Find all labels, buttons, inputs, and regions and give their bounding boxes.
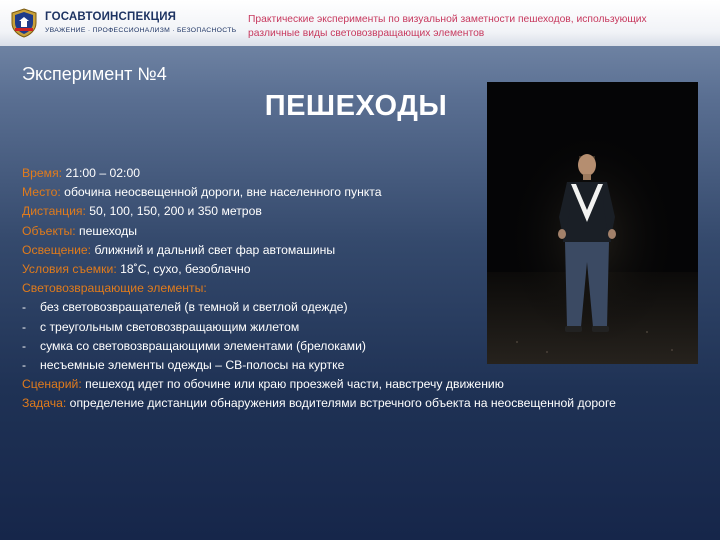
reflector-item: несъемные элементы одежды – СВ-полосы на куртке xyxy=(40,358,345,373)
place-value: обочина неосвещенной дороги, вне населенного пункта xyxy=(60,185,382,200)
reflector-item: сумка со световозвращающими элементами (брелоками) xyxy=(40,338,366,353)
time-value: 21:00 – 02:00 xyxy=(62,166,140,180)
bullet-marker: - xyxy=(22,300,27,315)
gibdd-emblem-icon xyxy=(10,8,38,38)
list-item xyxy=(22,318,702,337)
distance-value: 50, 100, 150, 200 и 350 метров xyxy=(85,204,262,219)
scenario-value: пешеход идет по обочине или краю проезжей части, навстречу движению xyxy=(81,377,504,392)
list-item xyxy=(22,298,702,317)
conditions-row xyxy=(22,260,702,279)
lighting-row xyxy=(22,241,702,260)
distance-label: Дистанция: xyxy=(22,204,86,219)
objects-label: Объекты: xyxy=(22,223,76,238)
place-row xyxy=(22,183,477,202)
header-caption: Практические эксперименты по визуальной заметности пешеходов, использующих различные виды световозвращающих элементов xyxy=(248,14,647,39)
distance-row xyxy=(22,202,702,221)
reflectors-heading-row xyxy=(22,279,702,298)
lighting-label: Освещение: xyxy=(22,242,92,257)
reflector-item: с треугольным световозвращающим жилетом xyxy=(40,319,300,334)
objects-value: пешеходы xyxy=(75,223,138,238)
conditions-label: Условия съемки: xyxy=(22,262,117,277)
task-row xyxy=(22,394,642,413)
list-item xyxy=(22,356,702,375)
logo-motto: УВАЖЕНИЕ · ПРОФЕССИОНАЛИЗМ · БЕЗОПАСНОСТЬ xyxy=(45,27,237,34)
place-label: Место: xyxy=(22,185,61,200)
conditions-value: 18˚С, сухо, безоблачно xyxy=(116,262,251,277)
experiment-title: Эксперимент №4 xyxy=(22,64,167,84)
scenario-label: Сценарий: xyxy=(22,377,82,392)
task-label: Задача: xyxy=(22,396,67,411)
bullet-marker: - xyxy=(22,338,27,353)
list-item xyxy=(22,337,702,356)
experiment-details xyxy=(22,164,702,414)
header-bar xyxy=(0,0,720,46)
reflector-item: без световозвращателей (в темной и светлой одежде) xyxy=(40,300,348,315)
bullet-marker: - xyxy=(22,319,27,334)
scenario-row xyxy=(22,375,702,394)
reflectors-label: Световозвращающие элементы: xyxy=(22,281,207,296)
time-label: Время: xyxy=(22,166,63,180)
objects-row xyxy=(22,222,702,241)
task-value: определение дистанции обнаружения водителями встречного объекта на неосвещенной дороге xyxy=(66,396,616,411)
bullet-marker: - xyxy=(22,358,27,373)
logo-title: ГОСАВТОИНСПЕКЦИЯ xyxy=(45,11,177,23)
time-row xyxy=(22,164,702,183)
page-title: ПЕШЕХОДЫ xyxy=(264,90,448,122)
lighting-value: ближний и дальний свет фар автомашины xyxy=(91,242,336,257)
